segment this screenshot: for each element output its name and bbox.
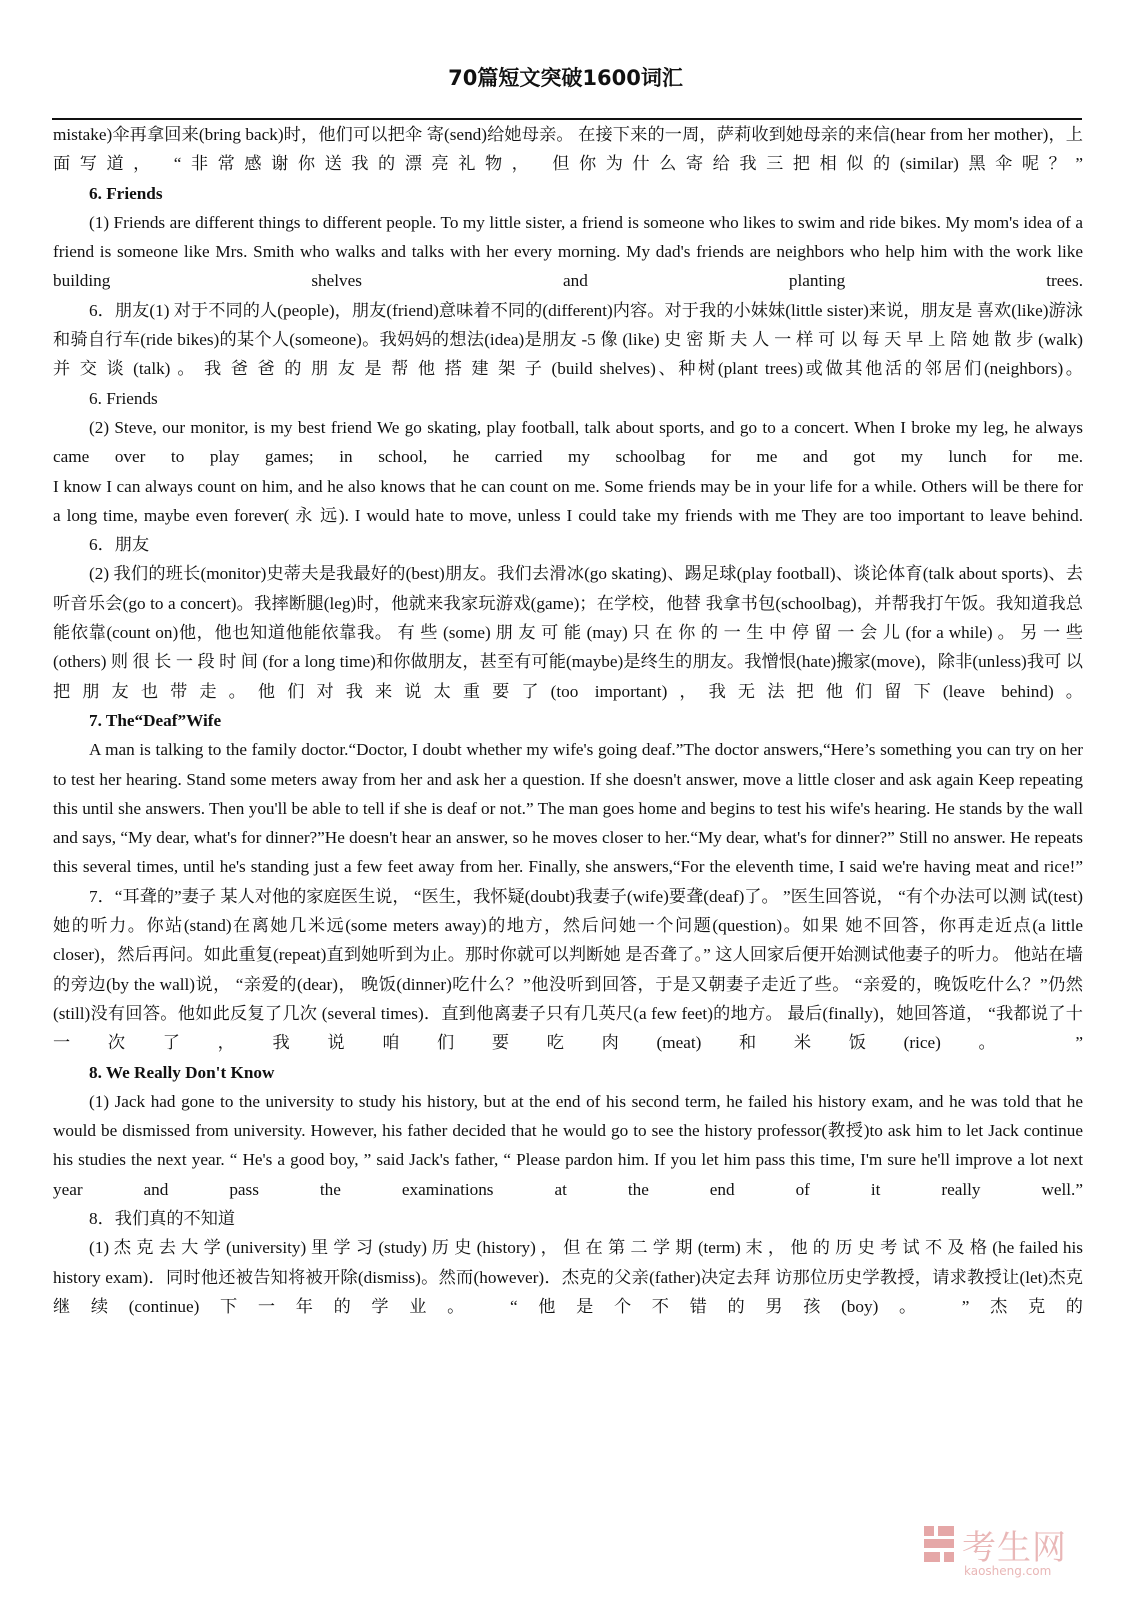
paragraph-continued: mistake)伞再拿回来(bring back)时，他们可以把伞 寄(send)给她母亲。 在接下来的一周，萨莉收到她母亲的来信(hear from her mother)，上面写道， “非常感谢你送我的漂亮礼物， 但你为什么寄给我三把相似的(similar)黑伞呢？” [53, 125, 1083, 174]
watermark-url: kaosheng.com [964, 1564, 1052, 1578]
paragraph-chinese: (2) 我们的班长(monitor)史蒂夫是我最好的(best)朋友。我们去滑冰(go skating)、踢足球(play football)、谈论体育(talk about sports)、去听音乐会(go to a concert)。我摔断腿(leg)时，他就来我家玩游戏(game)；在学校，他替 我拿书包(schoolbag)，并帮我打午饭。我知道我总能依靠(count on)他，他也知道他能依靠我。 有 些 (some) 朋 友 可 能 (may) 只 在 你 的 一 生 中 停 留 一 会 儿 (for a while) 。 另 一 些 (others) 则 很 长 一 段 时 间 (for a long time)和你做朋友，甚至有可能(maybe)是终生的朋友。我憎恨(hate)搬家(move)，除非(unless)我可 以把朋友也带走。他们对我来说太重要了(too important)，我无法把他们留下(leave behind)。 [53, 564, 1083, 701]
paragraph-chinese: 7．“耳聋的”妻子 某人对他的家庭医生说， “医生，我怀疑(doubt)我妻子(wife)要聋(deaf)了。 ”医生回答说， “有个办法可以测 试(test)她的听力。你站(stand)在离她几米远(some meters away)的地方，然后问她一个问题(question)。如果 她不回答，你再走近点(a little closer)，然后再问。如此重复(repeat)直到她听到为止。那时你就可以判断她 是否聋了。” 这人回家后便开始测试他妻子的听力。 他站在墙的旁边(by the wall)说， “亲爱的(dear)， 晚饭(dinner)吃什么？”他没听到回答，于是又朝妻子走近了些。 “亲爱的，晚饭吃什么？”仍然(still)没有回答。他如此反复了几次 (several times)．直到他离妻子只有几英尺(a few feet)的地方。 最后(finally)，她回答道， “我都说了十一次了，我说咱们要吃肉(meat)和米饭(rice)。 ” [53, 886, 1083, 1053]
page-title: 70篇短文突破1600词汇 [448, 66, 683, 90]
paragraph-english: I know I can always count on him, and he also knows that he can count on me. Some friends may be in your life for a while. Others will be there for a long time, maybe even forever( 永 远). I would hate to move, unless I could take my friends with me They are too important to leave behind. [53, 476, 1083, 525]
section-heading: 7. The“Deaf”Wife [89, 710, 222, 730]
paragraph-english: (2) Steve, our monitor, is my best friend We go skating, play football, talk about sports, and go to a concert. When I broke my leg, he always came over to play games; in school, he carried my schoolbag for me and got my lunch for me. [53, 417, 1083, 467]
paragraph-english: (1) Friends are different things to different people. To my little sister, a friend is someone who likes to swim and ride bikes. My mom's idea of a friend is someone like Mrs. Smith who walks and talks with her every morning. My dad's friends are neighbors who help him with the work like building shelves and planting trees. [53, 212, 1083, 291]
section-subheading: 6．朋友 [89, 535, 150, 555]
document-body [53, 120, 1083, 1321]
section-heading: 8. We Really Don't Know [89, 1062, 275, 1082]
section-subheading: 6. Friends [89, 388, 158, 408]
paragraph-english: (1) Jack had gone to the university to study his history, but at the end of his second term, he failed his history exam, and he was told that he would be dismissed from university. However, his father decided that he would go to see the history professor(教授)to ask him to let Jack continue his studies the next year. “ He's a good boy, ” said Jack's father, “ Please pardon him. If you let him pass this time, I'm sure he'll improve a lot next year and pass the examinations at the end of it really well.” [53, 1091, 1083, 1199]
paragraph-chinese: 6．朋友(1) 对于不同的人(people)，朋友(friend)意味着不同的(different)内容。对于我的小妹妹(little sister)来说，朋友是 喜欢(like)游泳和骑自行车(ride bikes)的某个人(someone)。我妈妈的想法(idea)是朋友 -5 像 (like) 史 密 斯 夫 人 一 样 可 以 每 天 早 上 陪 她 散 步 (walk) 并 交 谈 (talk) 。 我 爸 爸 的 朋 友 是 帮 他 搭 建 架 子 (build shelves)、种树(plant trees)或做其他活的邻居们(neighbors)。 [53, 300, 1083, 379]
section-subheading: 8．我们真的不知道 [89, 1208, 236, 1228]
section-heading: 6. Friends [89, 183, 163, 203]
paragraph-chinese: (1) 杰 克 去 大 学 (university) 里 学 习 (study) 历 史 (history) ， 但 在 第 二 学 期 (term) 末 ， 他 的 历 史 考 试 不 及 格 (he failed his history exam)．同时他还被告知将被开除(dismiss)。然而(however)．杰克的父亲(father)决定去拜 访那位历史学教授，请求教授让(let)杰克继续(continue)下一年的学业。 “他是个不错的男孩(boy)。 ”杰克的 [53, 1238, 1083, 1316]
paragraph-english: A man is talking to the family doctor.“Doctor, I doubt whether my wife's going deaf.”The doctor answers,“Here’s something you can try on her to test her hearing. Stand some meters away from her and ask her a question. If she doesn't answer, move a little closer and ask again Keep repeating this until she answers. Then you'll be able to tell if she is deaf or not.” The man goes home and begins to test his wife's hearing. He stands by the wall and says, “My dear, what's for dinner?”He doesn't hear an answer, so he moves closer to her.“My dear, what's for dinner?” Still no answer. He repeats this several times, until he's standing just a few feet away from her. Finally, she answers,“For the eleventh time, I said we're having meat and rice!” [53, 740, 1083, 877]
watermark [924, 1520, 1094, 1584]
watermark-logo-icon [924, 1526, 954, 1562]
watermark-name: 考生网 [962, 1528, 1067, 1568]
